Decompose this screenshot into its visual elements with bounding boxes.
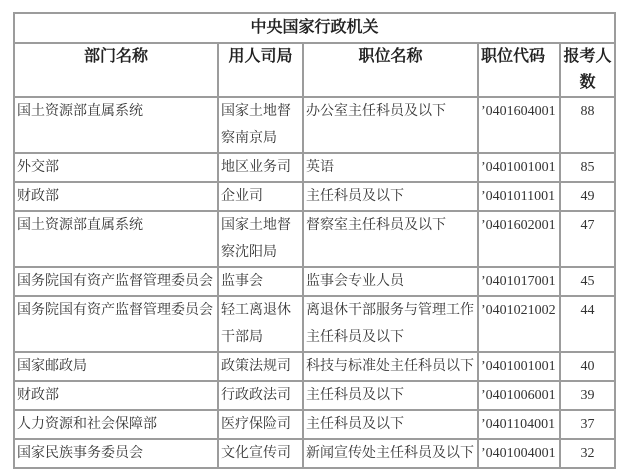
cell-department: 国家民族事务委员会 [14,439,218,468]
table-row [14,381,615,410]
cell-applicants: 45 [560,267,615,296]
cell-applicants: 44 [560,296,615,352]
cell-applicants: 40 [560,352,615,381]
cell-bureau: 轻工离退休干部局 [218,296,303,352]
cell-position: 主任科员及以下 [303,182,478,211]
cell-code: ’0401004001 [478,439,560,468]
table-row [14,439,615,468]
cell-department: 国土资源部直属系统 [14,97,218,153]
cell-code: ’0401006001 [478,381,560,410]
cell-code: ’0401001001 [478,352,560,381]
cell-position: 主任科员及以下 [303,381,478,410]
cell-applicants: 49 [560,182,615,211]
cell-bureau: 文化宣传司 [218,439,303,468]
column-header-department: 部门名称 [14,43,218,97]
cell-bureau: 国家土地督察南京局 [218,97,303,153]
cell-bureau: 政策法规司 [218,352,303,381]
cell-bureau: 医疗保险司 [218,410,303,439]
cell-position: 英语 [303,153,478,182]
cell-code: ’0401011001 [478,182,560,211]
title-row [14,13,615,43]
column-header-bureau: 用人司局 [218,43,303,97]
cell-applicants: 39 [560,381,615,410]
table-title: 中央国家行政机关 [14,13,615,43]
header-row [14,43,615,97]
table-row [14,182,615,211]
table-row [14,211,615,267]
cell-bureau: 监事会 [218,267,303,296]
column-header-applicants: 报考人数 [560,43,615,97]
cell-department: 国务院国有资产监督管理委员会 [14,296,218,352]
cell-code: ’0401604001 [478,97,560,153]
cell-department: 国家邮政局 [14,352,218,381]
cell-applicants: 85 [560,153,615,182]
cell-applicants: 32 [560,439,615,468]
cell-code: ’0401017001 [478,267,560,296]
table-row [14,410,615,439]
positions-table [13,12,616,469]
cell-position: 主任科员及以下 [303,410,478,439]
cell-position: 新闻宣传处主任科员及以下 [303,439,478,468]
cell-department: 财政部 [14,381,218,410]
cell-bureau: 行政政法司 [218,381,303,410]
cell-code: ’0401602001 [478,211,560,267]
table-row [14,352,615,381]
cell-code: ’0401001001 [478,153,560,182]
cell-department: 外交部 [14,153,218,182]
cell-department: 财政部 [14,182,218,211]
table-row [14,153,615,182]
column-header-code: 职位代码 [478,43,560,97]
table-row [14,97,615,153]
cell-code: ’0401104001 [478,410,560,439]
cell-position: 监事会专业人员 [303,267,478,296]
cell-position: 督察室主任科员及以下 [303,211,478,267]
cell-applicants: 37 [560,410,615,439]
cell-department: 人力资源和社会保障部 [14,410,218,439]
column-header-position: 职位名称 [303,43,478,97]
cell-department: 国土资源部直属系统 [14,211,218,267]
cell-bureau: 地区业务司 [218,153,303,182]
table-row [14,296,615,352]
cell-applicants: 88 [560,97,615,153]
cell-bureau: 国家土地督察沈阳局 [218,211,303,267]
cell-bureau: 企业司 [218,182,303,211]
cell-position: 办公室主任科员及以下 [303,97,478,153]
cell-position: 科技与标准处主任科员以下 [303,352,478,381]
cell-department: 国务院国有资产监督管理委员会 [14,267,218,296]
cell-applicants: 47 [560,211,615,267]
cell-position: 离退休干部服务与管理工作主任科员及以下 [303,296,478,352]
table-row [14,267,615,296]
cell-code: ’0401021002 [478,296,560,352]
